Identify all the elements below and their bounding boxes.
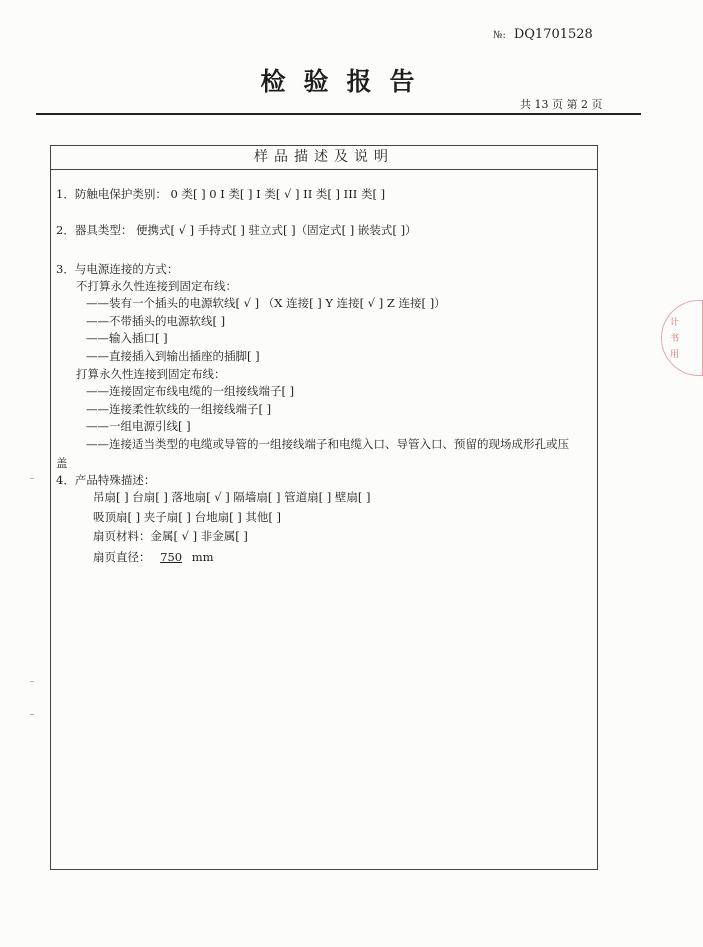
stamp-char-1: 计 (670, 318, 680, 328)
fixed-wiring-terminals-line: ——连接固定布线电缆的一组接线端子[ ] (86, 384, 295, 398)
sample-description-box (50, 145, 598, 870)
supply-leads-line: ——一组电源引线[ ] (86, 419, 191, 433)
page-indicator: 共 13 页 第 2 页 (520, 98, 603, 111)
fan-type-line-1: 吊扇[ ] 台扇[ ] 落地扇[ √ ] 隔墙扇[ ] 管道扇[ ] 壁扇[ ] (93, 490, 371, 504)
report-number-value: DQ1701528 (513, 27, 593, 42)
blade-diameter-value: 750 (160, 550, 183, 564)
binding-mark (30, 714, 34, 715)
header-divider (36, 113, 641, 115)
appliance-inlet-line: ——输入插口[ ] (86, 331, 168, 345)
stamp-char-3: 用 (670, 350, 680, 360)
permanent-heading: 打算永久性连接到固定布线： (76, 367, 226, 381)
section-title: 样品描述及说明 (51, 146, 597, 170)
report-title: 检验报告 (260, 67, 433, 96)
blade-diameter-label: 扇页直径： (93, 550, 151, 564)
supply-cord-plug-line: ——装有一个插头的电源软线[ √ ] （X 连接[ ] Y 连接[ √ ] Z 连接[ ]） (86, 296, 446, 310)
binding-mark (30, 681, 34, 682)
cord-no-plug-line: ——不带插头的电源软线[ ] (86, 314, 226, 328)
blade-diameter-unit: mm (191, 550, 214, 564)
binding-mark (30, 478, 34, 479)
stamp-char-2: 书 (670, 334, 680, 344)
report-number-label: №: (493, 30, 506, 41)
non-permanent-heading: 不打算永久性连接到固定布线： (76, 279, 237, 293)
fan-type-line-2: 吸顶扇[ ] 夹子扇[ ] 台地扇[ ] 其他[ ] (93, 510, 281, 524)
conduit-terminals-line-cont: 盖 (56, 456, 68, 470)
report-number (493, 27, 593, 42)
protection-class-line: 1．防触电保护类别： 0 类[ ] 0 I 类[ ] I 类[ √ ] II 类[ ] III 类[ ] (56, 187, 386, 201)
blade-material-line: 扇页材料：金属[ √ ] 非金属[ ] (93, 529, 248, 543)
plug-pins-line: ——直接插入到输出插座的插脚[ ] (86, 349, 260, 363)
product-description-heading: 4．产品特殊描述： (56, 473, 156, 487)
appliance-type-line: 2．器具类型： 便携式[ √ ] 手持式[ ] 驻立式[ ]（固定式[ ] 嵌装式[ ]） (56, 223, 417, 237)
connection-method-heading: 3．与电源连接的方式： (56, 262, 179, 276)
conduit-terminals-line: ——连接适当类型的电缆或导管的一组接线端子和电缆入口、导管入口、预留的现场成形孔或压 (86, 437, 569, 451)
flexible-cord-terminals-line: ——连接柔性软线的一组接线端子[ ] (86, 402, 272, 416)
blade-diameter-line (93, 550, 214, 564)
red-stamp-edge (661, 300, 703, 376)
